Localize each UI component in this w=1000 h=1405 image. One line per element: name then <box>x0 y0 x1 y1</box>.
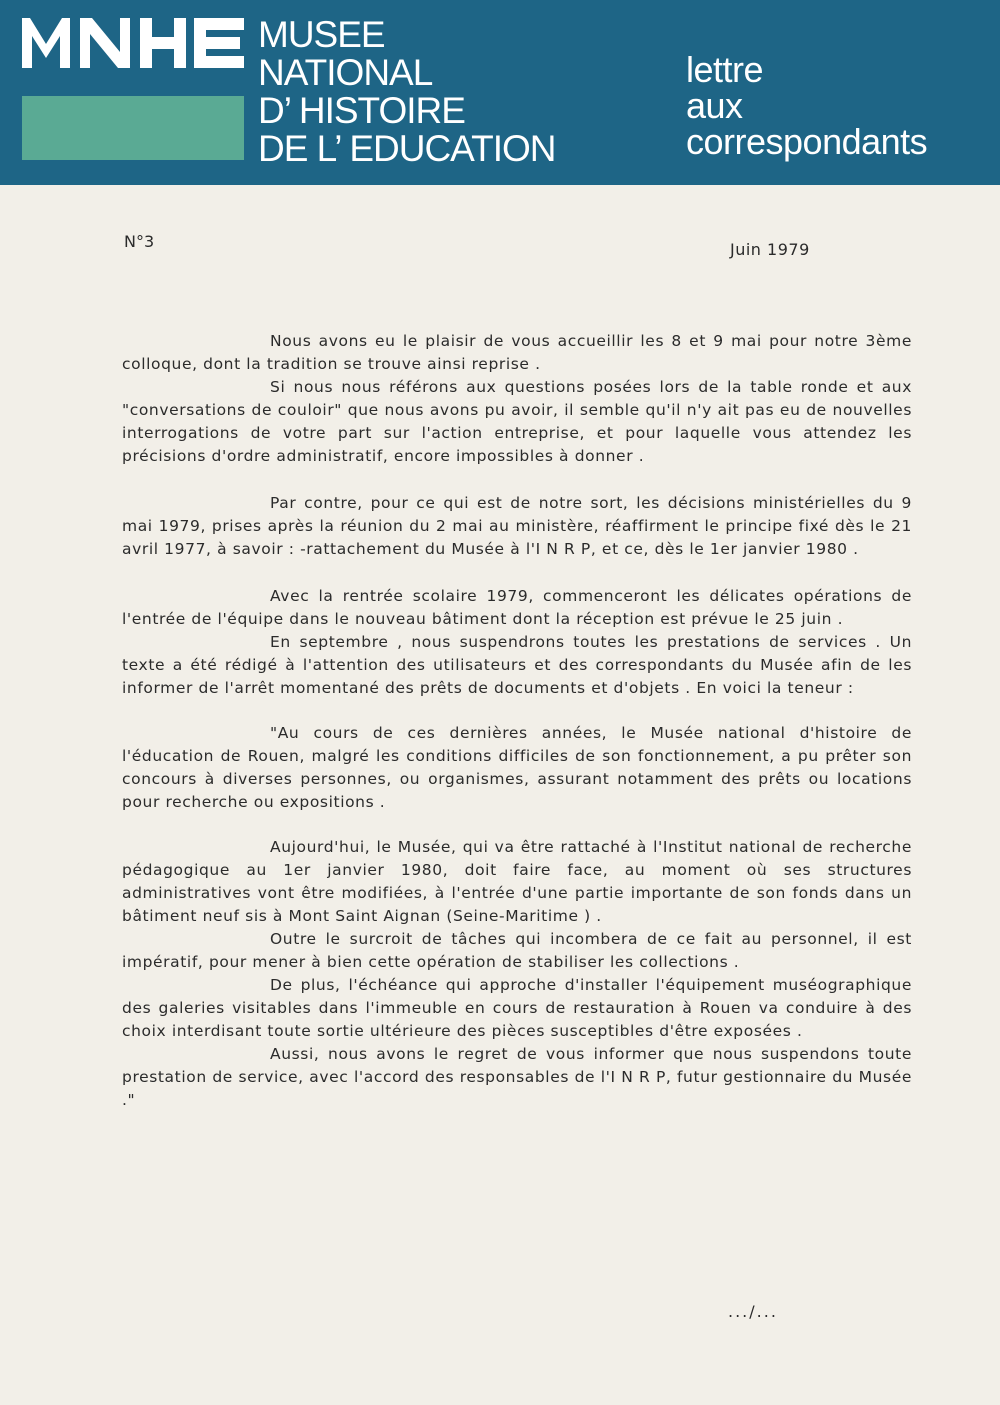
letter-title-line: aux <box>686 85 743 126</box>
paragraph: Si nous nous référons aux questions posées lors de la table ronde et aux "conversations de couloir" que nous avons pu avoir, il semble qu'il n'y ait pas eu de nouvelles interrogations de votre part sur l'action entreprise, et pour laquelle vous attendez les précisions d'ordre administratif, encore impossibles à donner . <box>122 378 912 465</box>
museum-name-line: DE L’ EDUCATION <box>258 128 556 169</box>
header-band <box>0 0 1000 185</box>
quoted-paragraph: De plus, l'échéance qui approche d'installer l'équipement muséographique des galeries visitables dans l'immeuble en cours de restauration à Rouen va conduire à des choix interdisant toute sortie ultérieure des pièces susceptibles d'être exposées . <box>122 976 912 1040</box>
letter-title-line: lettre <box>686 49 764 90</box>
continued-marker: .../... <box>728 1302 778 1321</box>
issue-date: Juin 1979 <box>730 240 810 259</box>
issue-number: N°3 <box>124 232 155 251</box>
letter-body <box>122 330 912 1112</box>
quoted-paragraph: "Au cours de ces dernières années, le Musée national d'histoire de l'éducation de Rouen, malgré les conditions difficiles de son fonctionnement, a pu prêter son concours à diverses personnes, ou organismes, assurant notamment des prêts ou locations pour recherche ou expositions . <box>122 724 912 811</box>
paragraph: En septembre , nous suspendrons toutes les prestations de services . Un texte a été rédigé à l'attention des utilisateurs et des correspondants du Musée afin de les informer de l'arrêt momentané des prêts de documents et d'objets . En voici la teneur : <box>122 633 912 697</box>
paragraph: Par contre, pour ce qui est de notre sort, les décisions ministérielles du 9 mai 1979, prises après la réunion du 2 mai au ministère, réaffirment le principe fixé dès le 21 avril 1977, à savoir : -rattachement du Musée à l'I N R P, et ce, dès le 1er janvier 1980 . <box>122 494 912 558</box>
mnhe-logo <box>22 18 244 160</box>
museum-name-line: NATIONAL <box>258 52 433 93</box>
paragraph: Nous avons eu le plaisir de vous accueillir les 8 et 9 mai pour notre 3ème colloque, dont la tradition se trouve ainsi reprise . <box>122 332 912 373</box>
quoted-paragraph: Aujourd'hui, le Musée, qui va être rattaché à l'Institut national de recherche pédagogique au 1er janvier 1980, doit faire face, au moment où ses structures administratives vont être modifiées, à l'entrée d'une partie importante de son fonds dans un bâtiment neuf sis à Mont Saint Aignan (Seine-Maritime ) . <box>122 838 912 925</box>
letter-title-line: correspondants <box>686 121 928 162</box>
logo-green-block <box>22 96 244 160</box>
museum-name-line: MUSEE <box>258 14 385 55</box>
quoted-paragraph: Aussi, nous avons le regret de vous informer que nous suspendons toute prestation de service, avec l'accord des responsables de l'I N R P, futur gestionnaire du Musée ." <box>122 1045 912 1109</box>
museum-name <box>258 16 556 168</box>
paragraph: Avec la rentrée scolaire 1979, commenceront les délicates opérations de l'entrée de l'équipe dans le nouveau bâtiment dont la réception est prévue le 25 juin . <box>122 587 912 628</box>
museum-name-line: D’ HISTOIRE <box>258 90 465 131</box>
quoted-paragraph: Outre le surcroit de tâches qui incombera de ce fait au personnel, il est impératif, pour mener à bien cette opération de stabiliser les collections . <box>122 930 912 971</box>
letter-title <box>686 49 928 162</box>
